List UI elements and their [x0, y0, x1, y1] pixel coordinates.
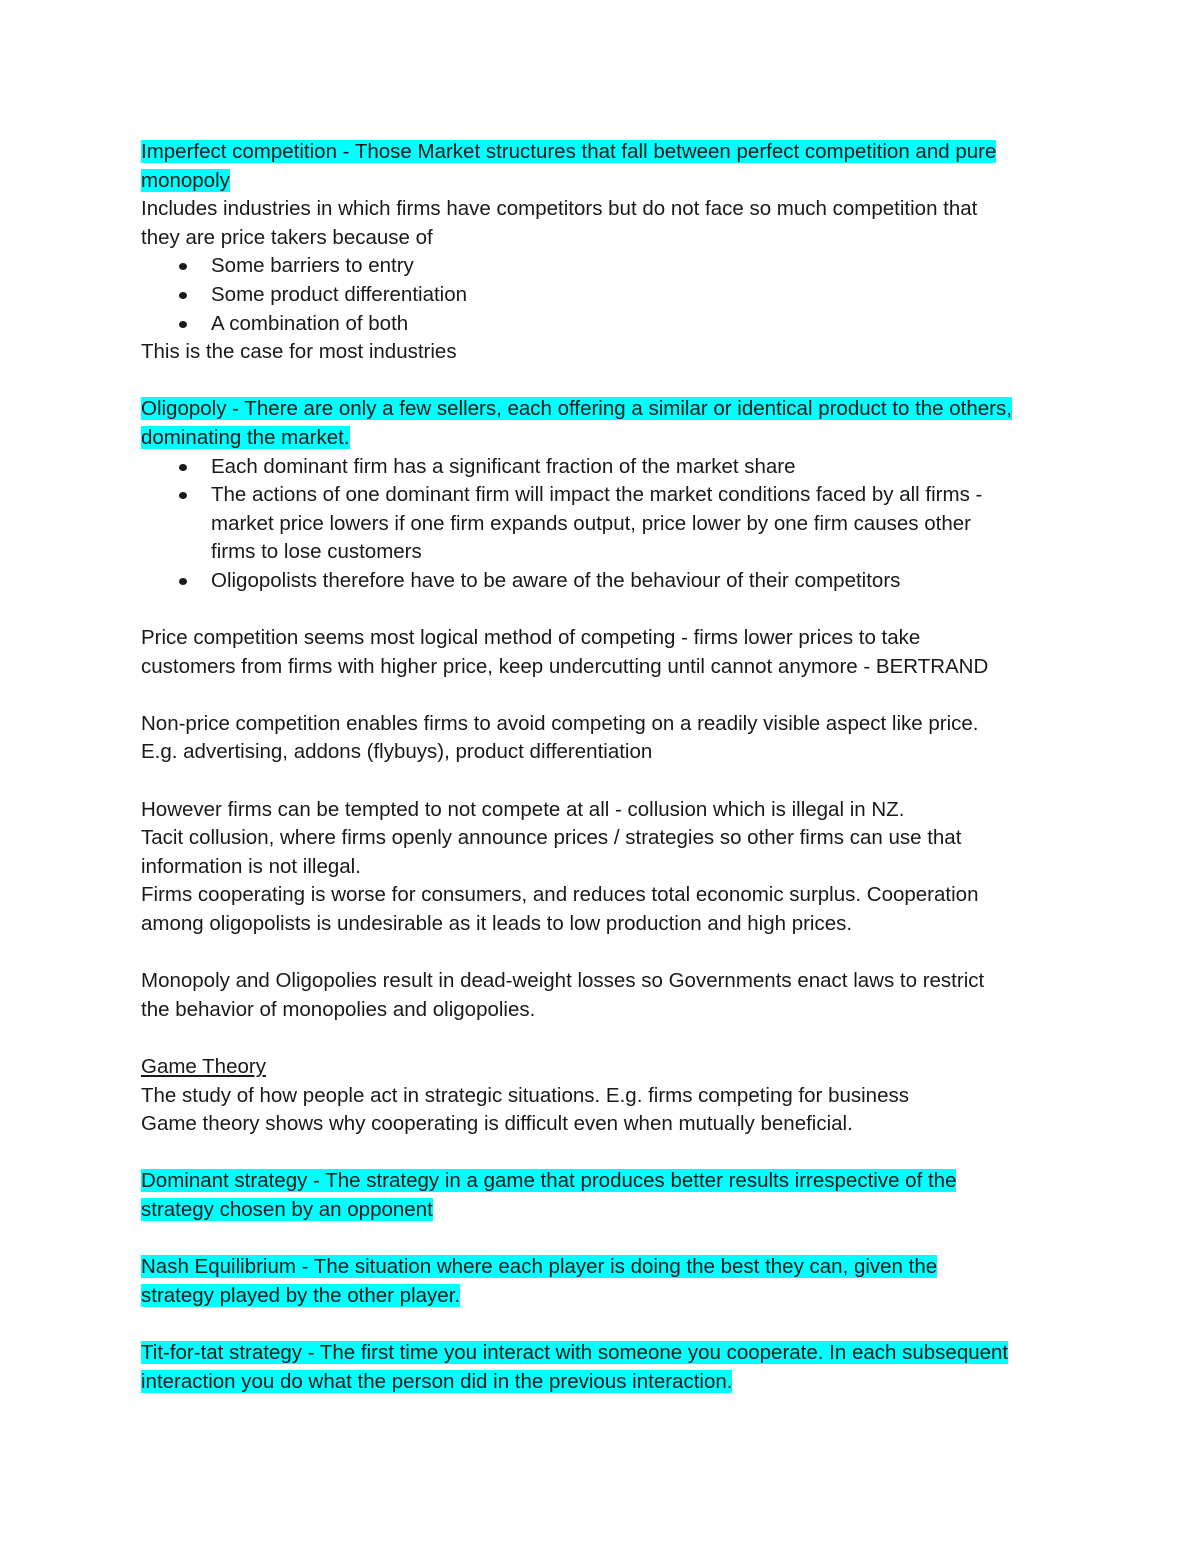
highlighted-text: Dominant strategy - The strategy in a game that produces better results irrespective of the	[141, 1169, 957, 1193]
paragraph-deadweight-loss	[141, 967, 1071, 1024]
text-line: The study of how people act in strategic situations. E.g. firms competing for business	[141, 1083, 909, 1107]
list-item	[141, 481, 1071, 567]
definition-nash-equilibrium	[141, 1253, 1071, 1310]
text-line: Includes industries in which firms have competitors but do not face so much competition that	[141, 197, 978, 221]
text-line: Tacit collusion, where firms openly announce prices / strategies so other firms can use that	[141, 826, 962, 850]
paragraph	[141, 195, 1071, 252]
paragraph-collusion	[141, 796, 1071, 939]
text-line: Monopoly and Oligopolies result in dead-weight losses so Governments enact laws to restrict	[141, 969, 985, 993]
highlighted-text: dominating the market.	[141, 425, 350, 449]
blank-line	[141, 681, 1071, 710]
definition-imperfect-competition	[141, 138, 1071, 195]
highlighted-text: Tit-for-tat strategy - The first time you interact with someone you cooperate. In each subsequent	[141, 1340, 1009, 1364]
text-line: This is the case for most industries	[141, 340, 457, 364]
bullet-list	[141, 453, 1071, 596]
definition-oligopoly	[141, 395, 1071, 452]
bullet-icon	[179, 578, 187, 585]
list-item-text: Some product differentiation	[211, 282, 468, 306]
text-line: Price competition seems most logical method of competing - firms lower prices to take	[141, 626, 921, 650]
highlighted-text: Oligopoly - There are only a few sellers, each offering a similar or identical product to the others,	[141, 397, 1012, 421]
list-item	[141, 252, 1071, 281]
highlighted-text: monopoly	[141, 168, 230, 192]
bullet-list	[141, 252, 1071, 338]
text-line: Firms cooperating is worse for consumers, and reduces total economic surplus. Cooperation	[141, 883, 979, 907]
blank-line	[141, 1024, 1071, 1053]
list-item-text: The actions of one dominant firm will impact the market conditions faced by all firms -	[211, 483, 983, 507]
list-item	[141, 281, 1071, 310]
text-line: Non-price competition enables firms to avoid competing on a readily visible aspect like price.	[141, 711, 979, 735]
paragraph-price-competition	[141, 624, 1071, 681]
blank-line	[141, 1310, 1071, 1339]
text-line: they are price takers because of	[141, 225, 433, 249]
highlighted-text: strategy played by the other player.	[141, 1283, 461, 1307]
blank-line	[141, 367, 1071, 396]
highlighted-text: Nash Equilibrium - The situation where each player is doing the best they can, given the	[141, 1255, 938, 1279]
bullet-icon	[179, 292, 187, 299]
definition-tit-for-tat	[141, 1339, 1071, 1396]
list-item-text: A combination of both	[211, 311, 409, 335]
bullet-icon	[179, 263, 187, 270]
highlighted-text: strategy chosen by an opponent	[141, 1197, 433, 1221]
blank-line	[141, 1139, 1071, 1168]
text-line: the behavior of monopolies and oligopolies.	[141, 997, 536, 1021]
text-line: However firms can be tempted to not compete at all - collusion which is illegal in NZ.	[141, 797, 905, 821]
highlighted-text: interaction you do what the person did in the previous interaction.	[141, 1369, 733, 1393]
definition-dominant-strategy	[141, 1167, 1071, 1224]
text-line: information is not illegal.	[141, 854, 361, 878]
text-line: E.g. advertising, addons (flybuys), product differentiation	[141, 740, 653, 764]
blank-line	[141, 596, 1071, 625]
blank-line	[141, 939, 1071, 968]
bullet-icon	[179, 321, 187, 328]
section-heading: Game Theory	[141, 1055, 266, 1078]
section-game-theory	[141, 1053, 1071, 1139]
paragraph	[141, 338, 1071, 367]
list-item-text: Some barriers to entry	[211, 254, 414, 278]
paragraph-non-price-competition	[141, 710, 1071, 767]
highlighted-text: Imperfect competition - Those Market structures that fall between perfect competition and pure	[141, 140, 997, 163]
bullet-icon	[179, 464, 187, 471]
list-item-text: Each dominant firm has a significant fraction of the market share	[211, 454, 796, 478]
text-line: customers from firms with higher price, keep undercutting until cannot anymore - BERTRAND	[141, 654, 989, 678]
list-item-text: market price lowers if one firm expands output, price lower by one firm causes other	[211, 511, 971, 535]
blank-line	[141, 767, 1071, 796]
list-item	[141, 567, 1071, 596]
list-item	[141, 310, 1071, 339]
list-item-text: Oligopolists therefore have to be aware of the behaviour of their competitors	[211, 568, 901, 592]
text-line: Game theory shows why cooperating is difficult even when mutually beneficial.	[141, 1112, 853, 1136]
blank-line	[141, 1225, 1071, 1254]
text-line: among oligopolists is undesirable as it leads to low production and high prices.	[141, 912, 853, 936]
list-item-text: firms to lose customers	[211, 540, 422, 564]
bullet-icon	[179, 492, 187, 499]
list-item	[141, 453, 1071, 482]
document-page	[141, 138, 1071, 1396]
